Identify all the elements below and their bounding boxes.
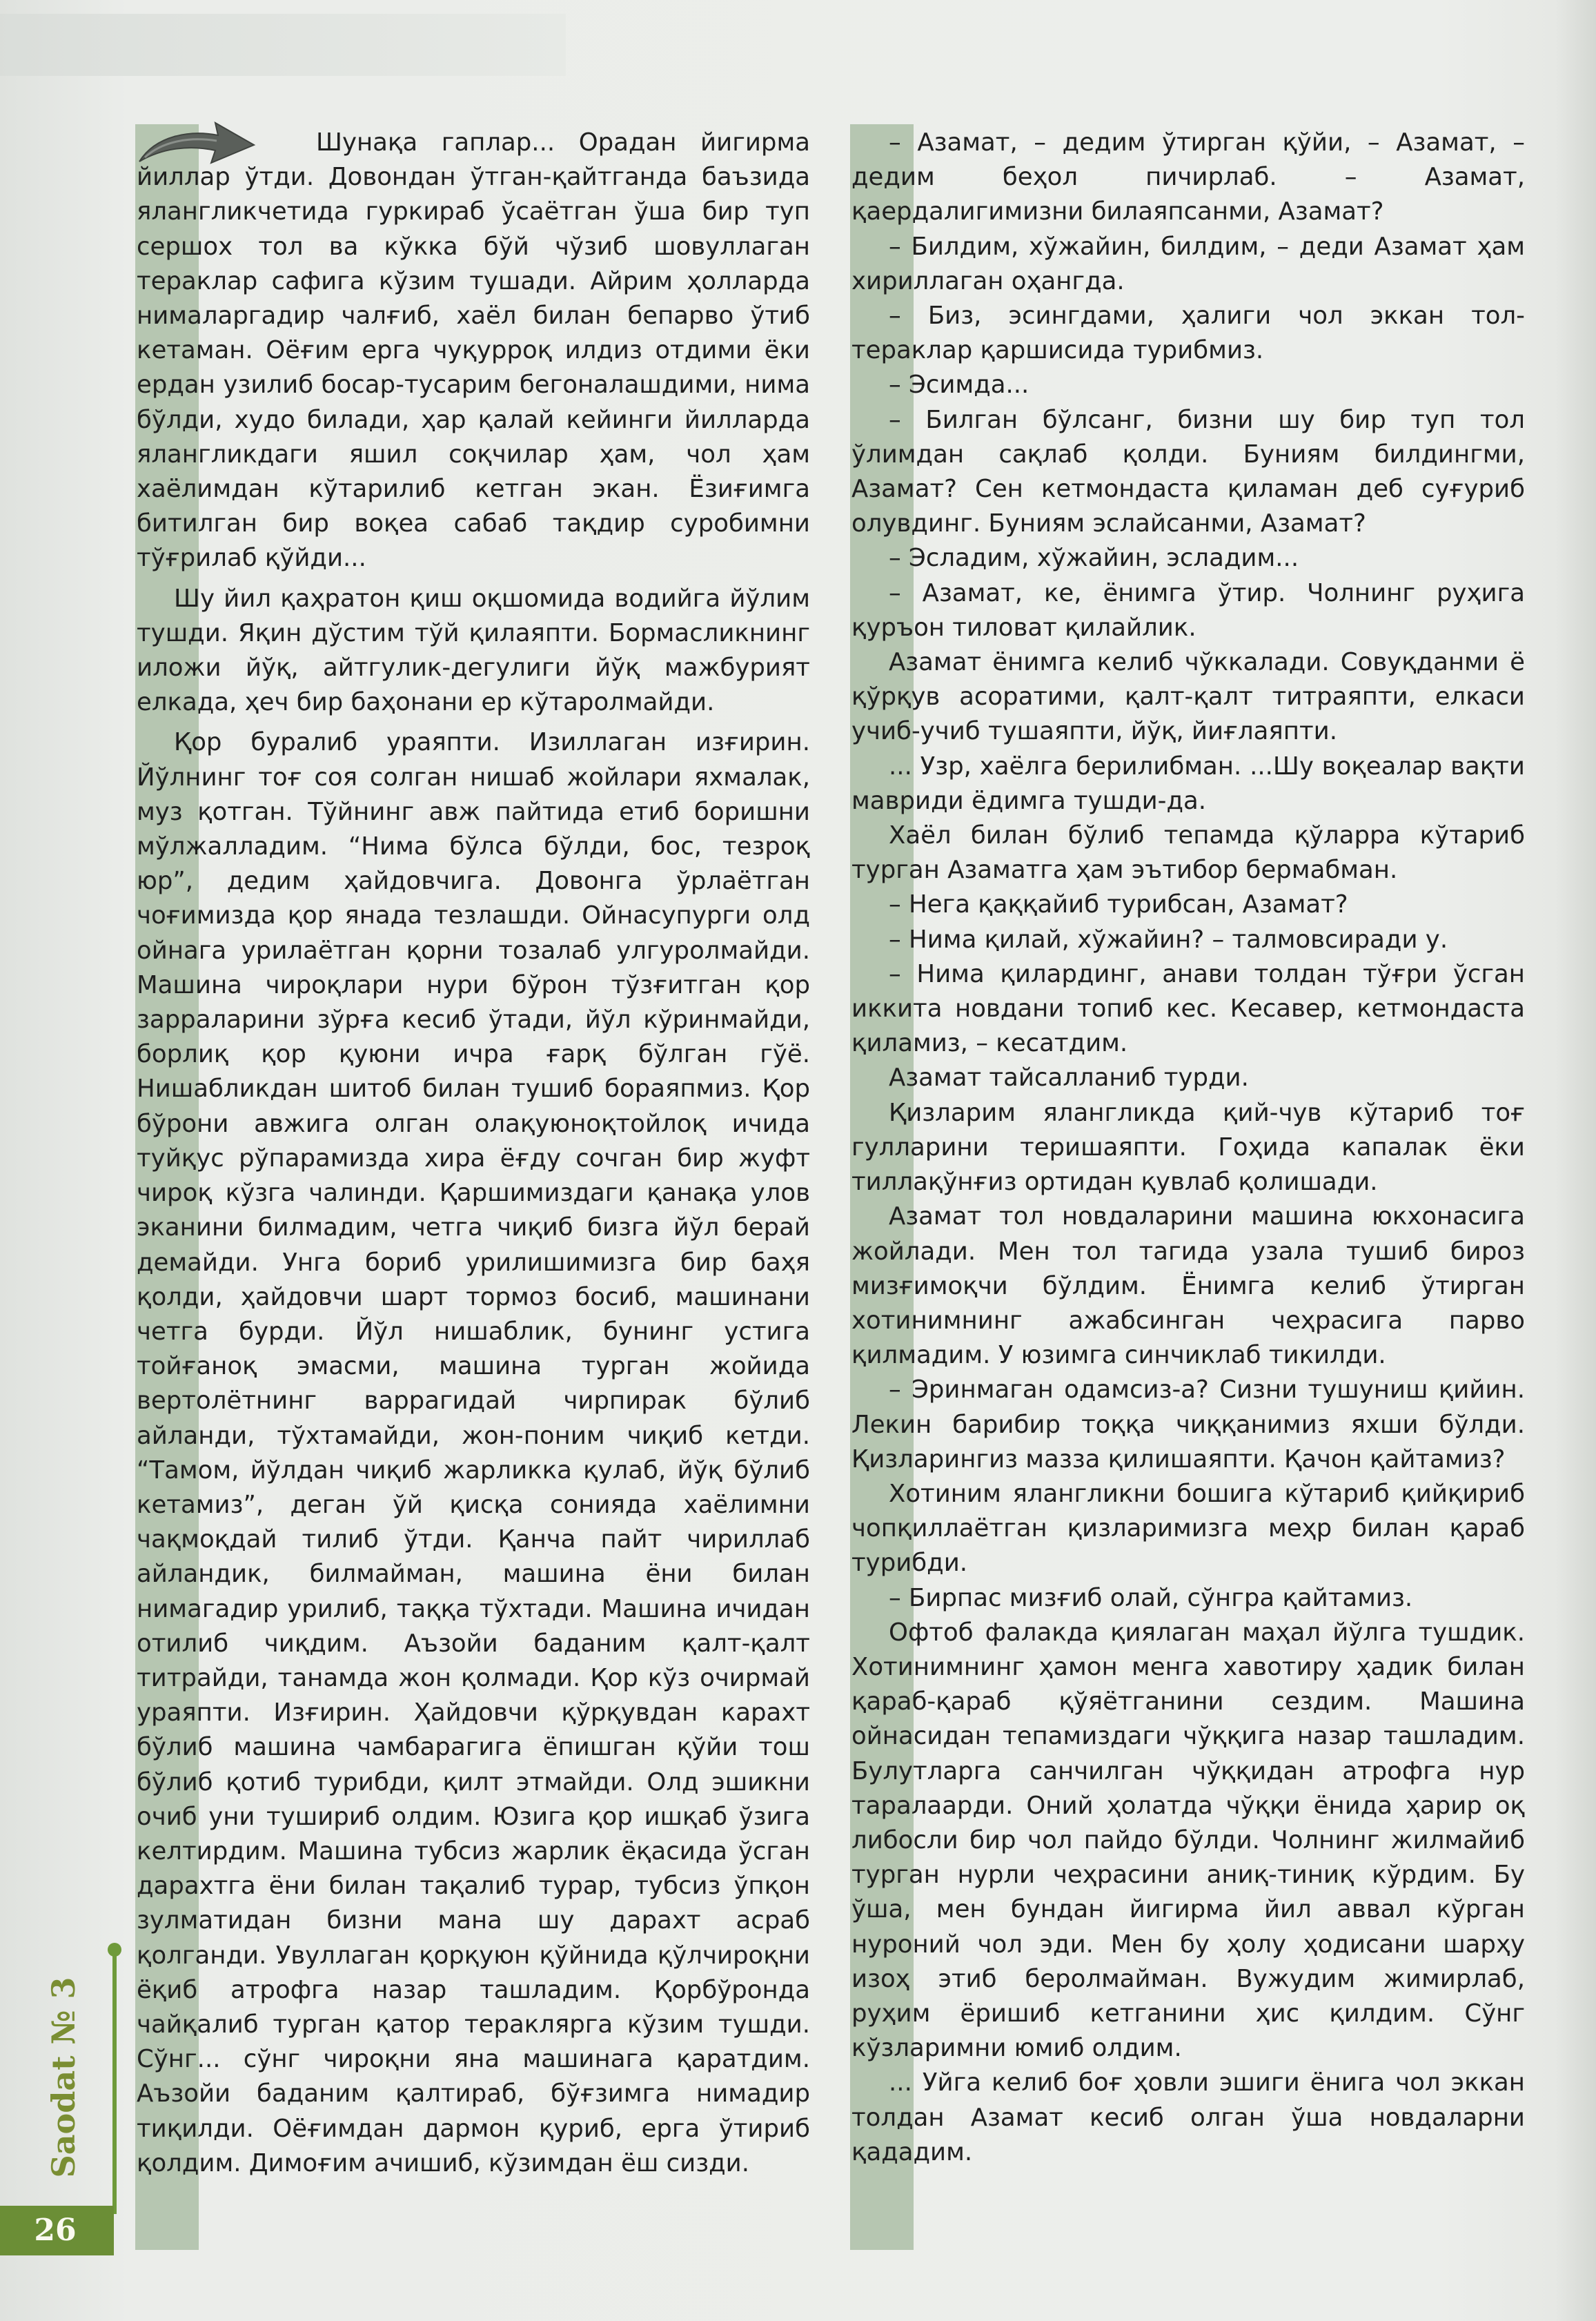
paragraph: Қизларим ялангликда қий-чув кўтариб тоғ гулларини теришаяпти. Гоҳида капалак ёки тиллақўнғиз ортидан қувлаб қолишади. [851, 1098, 1525, 1197]
paragraph: Шунақа гаплар... Орадан йигирма йиллар ўтди. Довондан ўтган-қайтганда баъзида ялангликчетида гуркираб ўсаётган ўша бир туп сершох тол ва кўкка бўй чўзиб шовуллаган тераклар сафига кўзим тушади. Айрим ҳолларда нималаргадир чалғиб, хаёл билан бепарво ўтиб кетаман. Оёғим ерга чуқурроқ илдиз отдими ёки ердан узилиб босар-тусарим бегоналашдими, нима бўлди, худо билади, ҳар қалай кейинги йилларда ялангликдаги яшил соқчилар ҳам, чол ҳам хаёлимдан кўтарилиб кетган экан. Ёзиғимга битилган бир воқеа сабаб тақдир суробимни тўғрилаб қўйди... [137, 128, 810, 573]
paragraph: ... Узр, хаёлга берилибман. ...Шу воқеалар вақти мавриди ёдимга тушди-да. [851, 752, 1525, 815]
paragraph: Шу йил қаҳратон қиш оқшомида водийга йўлим тушди. Яқин дўстим тўй қилаяпти. Бормасликнинг иложи йўқ, айтгулик-дегулиги йўқ мажбурият елкада, ҳеч бир баҳонани ер кўтаролмайди. [137, 584, 810, 717]
paragraph: Хотиним ялангликни бошига кўтариб қийқириб чопқиллаётган қизларимизга меҳр билан қараб турибди. [851, 1479, 1525, 1578]
magazine-issue-label [29, 1974, 98, 2181]
paragraph: – Азамат, – дедим ўтирган қўйи, – Азамат, – дедим беҳол пичирлаб. – Азамат, қаердалигимизни билаяпсанми, Азамат? [851, 128, 1525, 226]
paragraph: – Эсимда... [889, 371, 1029, 400]
paragraph: – Биз, эсингдами, ҳалиги чол эккан тол-тераклар қаршисида турибмиз. [851, 302, 1525, 365]
page-edge-shadow [1555, 0, 1596, 2321]
paragraph: – Билдим, хўжайин, билдим, – деди Азамат ҳам хириллаган оҳангда. [851, 232, 1525, 295]
issue-label-text: Saodat № 3 [45, 1977, 82, 2178]
paragraph: – Эсладим, хўжайин, эсладим... [889, 544, 1299, 573]
paragraph: – Билган бўлсанг, бизни шу бир туп тол ўлимдан сақлаб қолди. Буниям билдингми, Азамат? Сен кетмондаста қиламан деб суғуриб олувдинг. Буниям эслайсанми, Азамат? [851, 405, 1525, 538]
right-text-column [851, 126, 1525, 2170]
paragraph: Офтоб фалакда қиялаган маҳал йўлга тушдик. Хотинимнинг ҳамон менга хавотиру ҳадик билан қараб-қараб қўяётганини сездим. Машина ойнасидан тепамиздаги чўққига назар ташладим. Булутларга санчилган чўққидан атрофга нур таралаарди. Оний ҳолатда чўққи ёнида ҳарир оқ либосли бир чол пайдо бўлди. Чолнинг жилмайиб турган нурли чеҳрасини аниқ-тиниқ кўрдим. Бу ўша, мен бундан йигирма йил аввал кўрган нуроний чол эди. Мен бу ҳолу ҳодисани шарҳу изоҳ этиб беролмайман. Вужудим жимирлаб, руҳим ёришиб кетганини ҳис қилдим. Сўнг кўзларимни юмиб олдим. [851, 1618, 1525, 2063]
paragraph: Қор буралиб ураяпти. Изиллаган изғирин. Йўлнинг тоғ соя солган нишаб жойлари яхмалак, муз қотган. Тўйнинг авж пайтида етиб боришни мўлжалладим. “Нима бўлса бўлди, бос, тезроқ юр”, дедим ҳайдовчига. Довонга ўрлаётган чоғимизда қор янада тезлашди. Ойнасупурги олд ойнага урилаётган қорни тозалаб улгуролмайди. Машина чироқлари нури бўрон тўзғитган қор зарраларини зўрға кесиб ўтади, йўл кўринмайди, борлиқ қор қуюни ичра ғарқ бўлган гўё. Нишабликдан шитоб билан тушиб бораяпмиз. Қор бўрони авжига олган олақуюноқтойлоқ ичида туйқус рўпарамизда хира ёғду сочган бир жуфт чироқ кўзга чалинди. Қаршимиздаги қанақа улов эканини билмадим, четга чиқиб бизга йўл берай демайди. Унга бориб урилишимизга бир баҳя қолди, ҳайдовчи шарт тормоз босиб, машинани четга бурди. Йўл нишаблик, бунинг устига тойғаноқ эмасми, машина турган жойида вертолётнинг варрагидай чирпирак бўлиб айланди, тўхтамайди, жон-поним чиқиб кетди. “Тамом, йўлдан чиқиб жарликка қулаб, йўқ бўлиб кетамиз”, деган ўй қисқа сонияда хаёлимни чақмоқдай тилиб ўтди. Қанча пайт чириллаб айландик, билмайман, машина ёни билан нимагадир урилиб, таққа тўхтади. Машина ичидан отилиб чиқдим. Аъзойи баданим қалт-қалт титрайди, танамда жон қолмади. Қор кўз очирмай ураяпти. Изғирин. Ҳайдовчи қўрқувдан карахт бўлиб машина чамбарагига ёпишган қўйи тош бўлиб қотиб турибди, қилт этмайди. Олд эшикни очиб уни тушириб олдим. Юзига қор ишқаб ўзига келтирдим. Машина тубсиз жарлик ёқасида ўсган дарахтга ёни билан тақалиб турар, тубсиз ўпқон зулматидан бизни мана шу дарахт асраб қолганди. Увуллаган қорқуюн қўйнида қўлчироқни ёқиб атрофга назар ташладим. Қорбўронда чайқалиб турган қатор тераклярга кўзим тушди. Сўнг... сўнг чироқни яна машинага қаратдим. Аъзойи баданим қалтираб, бўғзимга нимадир тиқилди. Оёғимдан дармон қуриб, ерга ўтириб қолдим. Димоғим ачишиб, кўзимдан ёш сизди. [137, 728, 810, 2177]
paragraph: Азамат тол новдаларини машина юкхонасига жойлади. Мен тол тагида узала тушиб бироз мизғимоқчи бўлдим. Ёнимга келиб ўтирган хотинимнинг ажабсинган чеҳрасига парво қилмадим. У юзимга синчиклаб тикилди. [851, 1202, 1525, 1370]
paragraph: – Бирпас мизғиб олай, сўнгра қайтамиз. [889, 1583, 1413, 1612]
paragraph: Азамат тайсалланиб турди. [889, 1064, 1249, 1093]
accent-line [112, 1948, 117, 2214]
page-number: 26 [34, 2213, 77, 2248]
paragraph: – Нима қилардинг, анави толдан тўғри ўсган иккита новдани топиб кес. Кесавер, кетмондаста қиламиз, – кесатдим. [851, 959, 1525, 1058]
paragraph: – Эринмаган одамсиз-а? Сизни тушуниш қийин. Лекин барибир тоққа чиққанимиз яхши бўлди. Қизларингиз мазза қилишаяпти. Қачон қайтамиз? [851, 1375, 1525, 1473]
left-text-column [137, 126, 810, 2181]
paragraph: – Нега қаққайиб турибсан, Азамат? [889, 890, 1348, 919]
paragraph: ... Уйга келиб боғ ҳовли эшиги ёнига чол эккан толдан Азамат кесиб олган ўша новдаларни қададим. [851, 2068, 1525, 2166]
paragraph: – Нима қилай, хўжайин? – талмовсиради у. [889, 925, 1448, 954]
paragraph: Азамат ёнимга келиб чўккалади. Совуқданми ё қўрқув асоратими, қалт-қалт титраяпти, елкаси учиб-учиб тушаяпти, йўқ, йиғлаяпти. [851, 648, 1525, 746]
paragraph: Хаёл билан бўлиб тепамда қўларра кўтариб турган Азаматга ҳам эътибор бермабман. [851, 821, 1525, 885]
header-band [0, 14, 566, 76]
paragraph: – Азамат, ке, ёнимга ўтир. Чолнинг руҳига қуръон тиловат қилайлик. [851, 578, 1525, 642]
